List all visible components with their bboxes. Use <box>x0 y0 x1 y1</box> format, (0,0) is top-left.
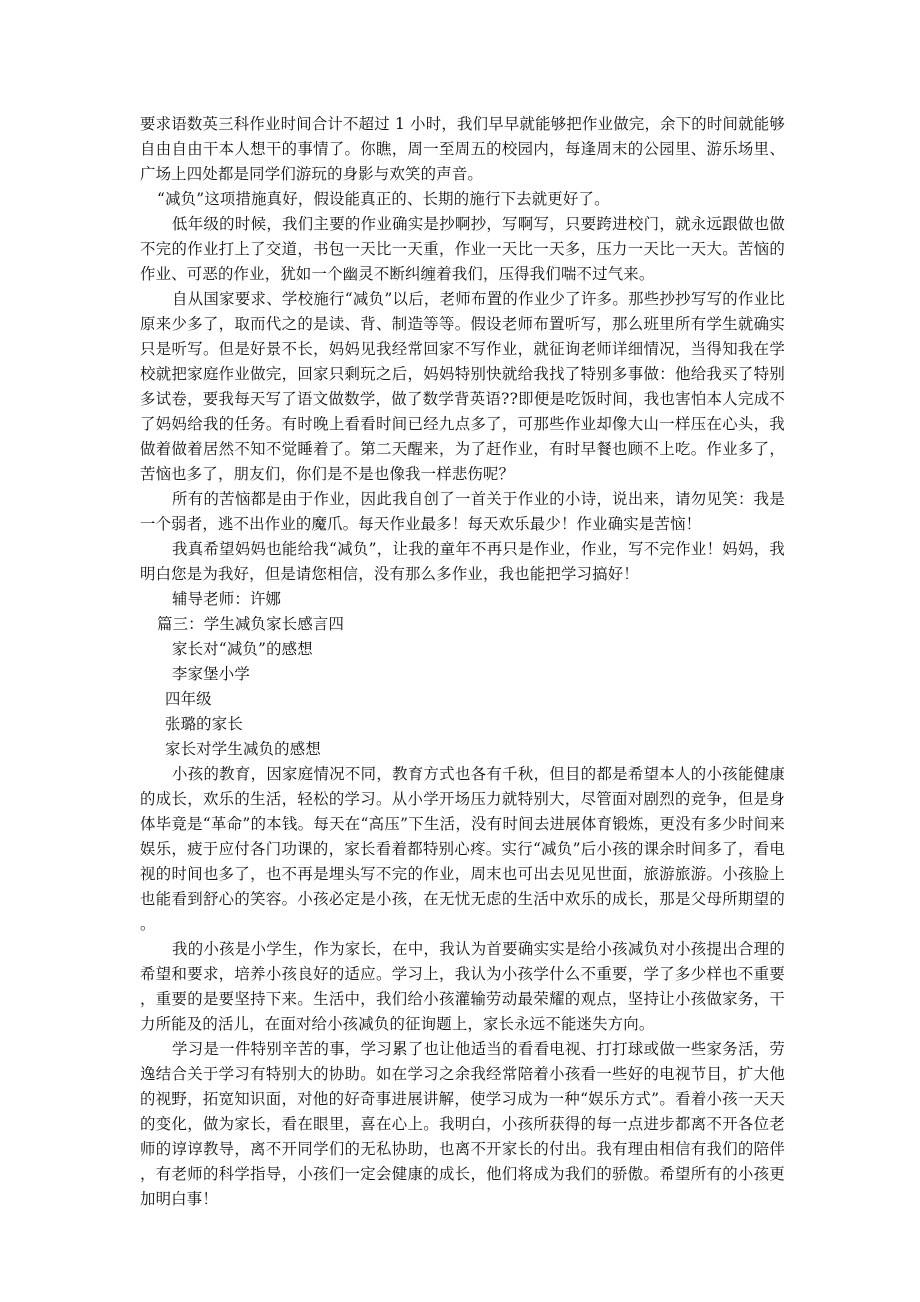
paragraph-study-hard: 学习是一件特别辛苦的事，学习累了也让他适当的看看电视、打打球或做一些家务活，劳逸结合关于学习有特别大的协助。如在学习之余我经常陪着小孩看一些好的电视节目，扩大他的视野，拓宽知识面，对他的好奇事进展讲解，使学习成为一种“娱乐方式”。看着小孩一天天的变化，做为家长，看在眼里，喜在心上。我明白，小孩所获得的每一点进步都离不开各位老师的谆谆教导，离不开同学们的无私协助，也离不开家长的付出。我有理由相信有我们的陪伴，有老师的科学指导，小孩们一定会健康的成长，他们将成为我们的骄傲。希望所有的小孩更加明白事！ <box>140 1040 785 1208</box>
paragraph-child-education: 小孩的教育，因家庭情况不同，教育方式也各有千秋，但目的都是希望本人的小孩能健康的成长，欢乐的生活，轻松的学习。从小学开场压力就特别大，尽管面对剧烈的竞争，但是身体毕竟是“革命”的本钱。每天在“高压”下生活，没有时间去进展体育锻炼，更没有多少时间来娱乐，疲于应付各门功课的，家长看着都特别心疼。实行“减负”后小孩的课余时间多了，看电视的时间也多了，也不再是埋头写不完的作业，周末也可出去见见世面，旅游旅游。小孩脸上也能看到舒心的笑容。小孩必定是小孩，在无忧无虑的生活中欢乐的成长，那是父母所期望的。 <box>140 765 785 933</box>
section-heading: 篇三：学生减负家长感言四 <box>157 615 345 633</box>
grade-line: 四年级 <box>165 690 212 708</box>
paragraph-hope-mom: 我真希望妈妈也能给我“减负”，让我的童年不再只是作业，作业，写不完作业！妈妈，我明白您是为我好，但是请您相信，没有那么多作业，我也能把学习搞好！ <box>140 540 785 583</box>
paragraph-jianfu-good: “减负”这项措施真好，假设能真正的、长期的施行下去就更好了。 <box>157 190 610 208</box>
paragraph-poem: 所有的苦恼都是由于作业，因此我自创了一首关于作业的小诗，说出来，请勿见笑：我是一个弱者，逃不出作业的魔爪。每天作业最多！每天欢乐最少！作业确实是苦恼！ <box>140 490 785 533</box>
parent-name: 张璐的家长 <box>165 715 243 733</box>
school-name: 李家堡小学 <box>172 665 250 683</box>
essay-title: 家长对学生减负的感想 <box>165 740 321 758</box>
tutor-line: 辅导老师：许娜 <box>172 590 282 608</box>
paragraph-since-policy: 自从国家要求、学校施行“减负”以后，老师布置的作业少了许多。那些抄抄写写的作业比原来少多了，取而代之的是读、背、制造等等。假设老师布置听写，那么班里所有学生就确实只是听写。但是好景不长，妈妈见我经常回家不写作业，就征询老师详细情况，当得知我在学校就把家庭作业做完，回家只剩玩之后，妈妈特别快就给我找了特别多事做：他给我买了特别多试卷，要我每天写了语文做数学，做了数学背英语??即便是吃饭时间，我也害怕本人完成不了妈妈给我的任务。有时晚上看看时间已经九点多了，可那些作业却像大山一样压在心头，我做着做着居然不知不觉睡着了。第二天醒来，为了赶作业，有时早餐也顾不上吃。作业多了，苦恼也多了，朋友们，你们是不是也像我一样悲伤呢？ <box>140 290 785 483</box>
paragraph-lower-grades: 低年级的时候，我们主要的作业确实是抄啊抄，写啊写，只要跨进校门，就永远跟做也做不完的作业打上了交道，书包一天比一天重，作业一天比一天多，压力一天比一天大。苦恼的作业、可恶的作业，犹如一个幽灵不断纠缠着我们，压得我们喘不过气来。 <box>140 215 785 283</box>
paragraph-my-child: 我的小孩是小学生，作为家长，在中，我认为首要确实实是给小孩减负对小孩提出合理的希望和要求，培养小孩良好的适应。学习上，我认为小孩学什么不重要，学了多少样也不重要，重要的是要坚持下来。生活中，我们给小孩灌输劳动最荣耀的观点，坚持让小孩做家务，干力所能及的活儿，在面对给小孩减负的征询题上，家长永远不能迷失方向。 <box>140 940 785 1033</box>
document-body <box>140 112 785 1212</box>
parent-title: 家长对“减负”的感想 <box>172 640 313 658</box>
paragraph-continued: 要求语数英三科作业时间合计不超过 1 小时，我们早早就能够把作业做完，余下的时间就能够自由自由干本人想干的事情了。你瞧，周一至周五的校园内，每逢周末的公园里、游乐场里、广场上四处都是同学们游玩的身影与欢笑的声音。 <box>140 115 785 183</box>
